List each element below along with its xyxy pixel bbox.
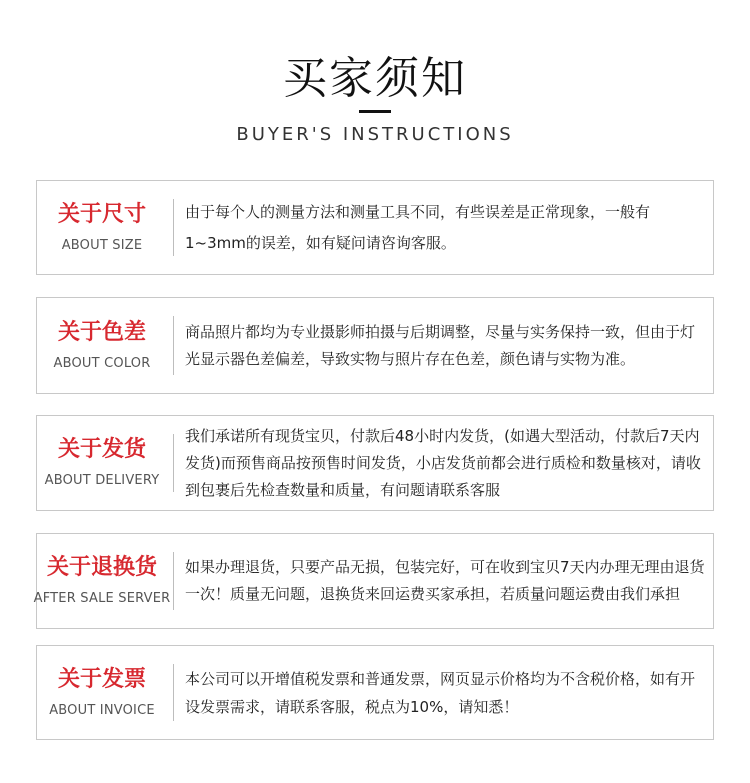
section-body [185, 646, 705, 739]
section-divider [173, 434, 174, 492]
section-divider [173, 316, 174, 375]
section-title: 关于色差 [57, 319, 146, 345]
section-body [185, 298, 705, 393]
section-divider [173, 552, 174, 610]
section-title: 关于尺寸 [57, 201, 146, 227]
section-subtitle: ABOUT COLOR [53, 355, 151, 371]
section-heading [37, 646, 167, 739]
section-size [36, 180, 714, 275]
section-text: 如果办理退货，只要产品无损，包装完好，可在收到宝贝7天内办理无理由退货一次！质量无问题，退换货来回运费买家承担，若质量问题运费由我们承担 [185, 558, 705, 603]
section-text: 本公司可以开增值税发票和普通发票，网页显示价格均为不含税价格，如有开设发票需求，请联系客服，税点为10%，请知悉！ [185, 669, 696, 716]
section-subtitle: ABOUT SIZE [61, 237, 143, 253]
page-subtitle: BUYER'S INSTRUCTIONS [236, 124, 514, 145]
section-divider [173, 664, 174, 721]
section-title: 关于退换货 [46, 555, 157, 580]
title-underline [359, 110, 391, 113]
page-title: 买家须知 [283, 53, 467, 104]
section-after-sale [33, 533, 714, 629]
section-body [185, 181, 705, 274]
section-text: 商品照片都均为专业摄影师拍摄与后期调整，尽量与实务保持一致，但由于灯光显示器色差偏差，导致实物与照片存在色差，颜色请与实物为准。 [185, 322, 696, 368]
section-text: 我们承诺所有现货宝贝，付款后48小时内发货，(如遇大型活动，付款后7天内发货)而预售商品按预售时间发货，小店发货前都会进行质检和数量核对，请收到包裹后先检查数量和质量，有问题请联系客服 [185, 426, 701, 499]
section-subtitle: ABOUT DELIVERY [44, 473, 160, 488]
section-text: 由于每个人的测量方法和测量工具不同，有些误差是正常现象，一般有1~3mm的误差，如有疑问请咨询客服。 [185, 202, 651, 252]
section-title: 关于发票 [57, 666, 146, 692]
section-invoice [36, 645, 714, 740]
section-heading [37, 181, 167, 274]
section-color [36, 297, 714, 394]
section-heading [37, 416, 167, 510]
section-title: 关于发货 [57, 437, 146, 462]
section-heading [37, 298, 167, 393]
section-body [185, 534, 705, 628]
section-delivery [36, 415, 714, 511]
section-subtitle: AFTER SALE SERVER [33, 591, 171, 606]
section-divider [173, 199, 174, 256]
section-body [185, 416, 705, 510]
section-heading [33, 534, 171, 628]
section-subtitle: ABOUT INVOICE [49, 702, 155, 718]
